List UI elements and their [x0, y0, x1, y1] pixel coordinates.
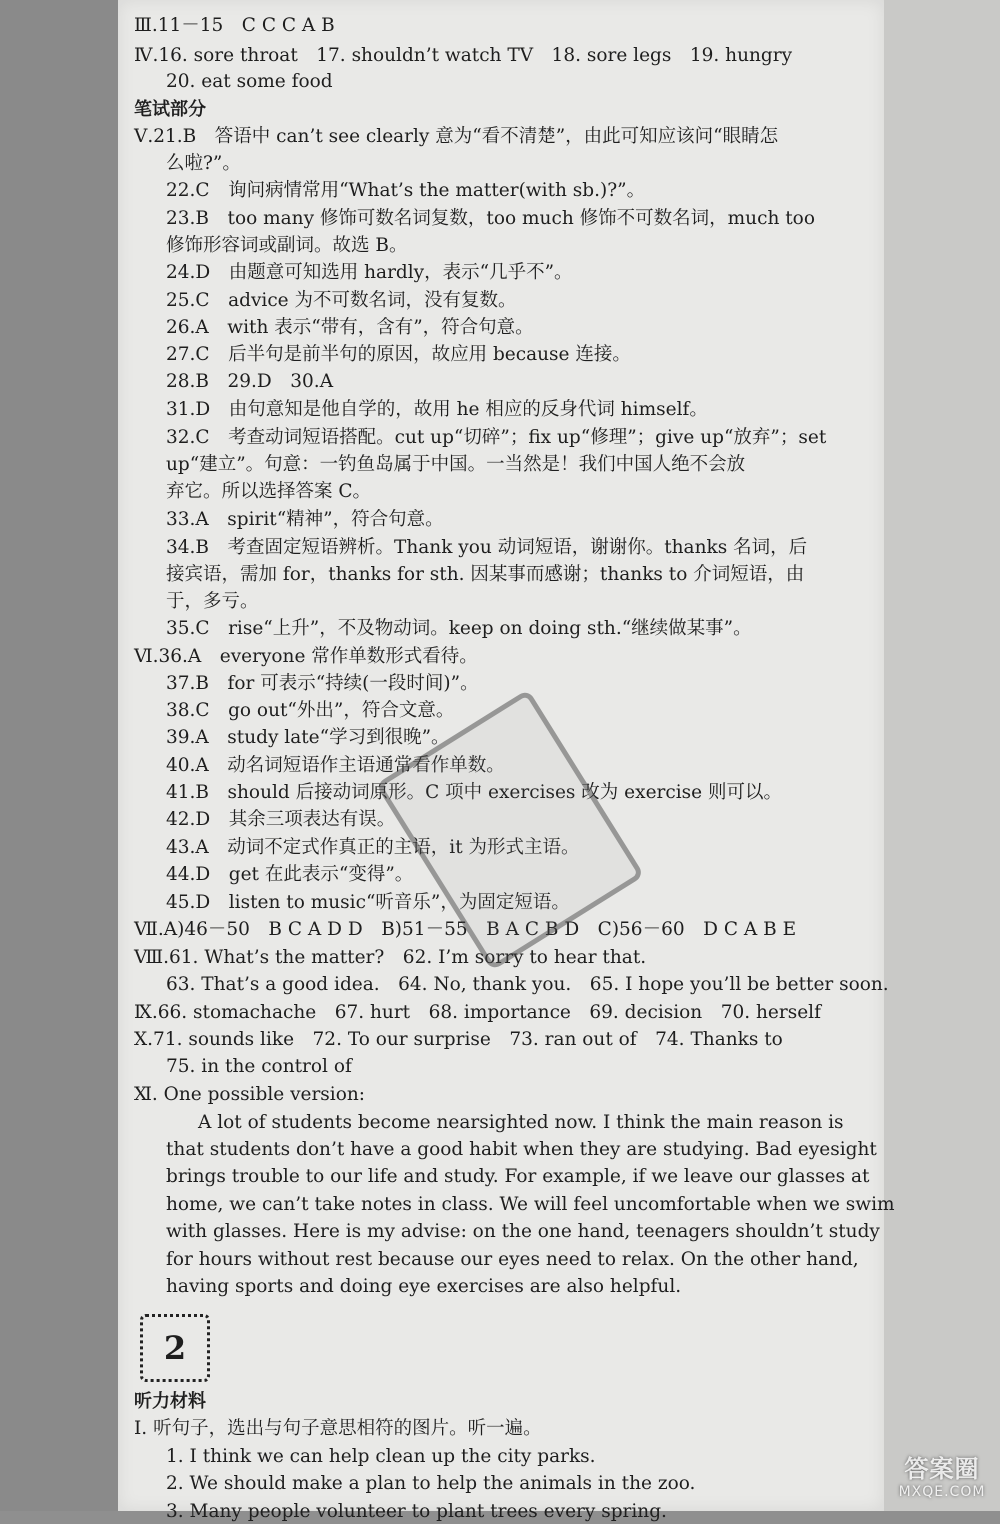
answer-line: 35.C rise“上升”，不及物动词。keep on doing sth.“继续做某事”。 — [166, 618, 752, 639]
essay-line: for hours without rest because our eyes need to relax. On the other hand, — [166, 1249, 859, 1270]
answer-line: 39.A study late“学习到很晚”。 — [166, 727, 450, 748]
answer-line: 27.C 后半句是前半句的原因，故应用 because 连接。 — [166, 344, 631, 365]
answer-line: 32.C 考查动词短语搭配。cut up“切碎”；fix up“修理”；give up“放弃”；set — [166, 427, 827, 448]
section-heading: 笔试部分 — [134, 99, 206, 120]
answer-line: Ⅳ.16. sore throat 17. shouldn’t watch TV 18. sore legs 19. hungry — [134, 45, 793, 66]
answer-line: 修饰形容词或副词。故选 B。 — [166, 235, 408, 256]
answer-line: 接宾语，需加 for，thanks for sth. 因某事而感谢；thanks to 介词短语，由 — [166, 564, 805, 585]
answer-line: Ⅲ.11－15 C C C A B — [134, 15, 335, 36]
answer-line: Ⅺ. One possible version: — [134, 1084, 366, 1105]
section-heading: 听力材料 — [134, 1391, 206, 1412]
essay-line: having sports and doing eye exercises are also helpful. — [166, 1276, 682, 1297]
answer-line: Ⅹ.71. sounds like 72. To our surprise 73. ran out of 74. Thanks to — [134, 1029, 783, 1050]
listening-line: 1. I think we can help clean up the city parks. — [166, 1446, 596, 1467]
answer-line: 28.B 29.D 30.A — [166, 371, 334, 392]
scan-right-margin — [884, 0, 1000, 1511]
listening-line: Ⅰ. 听句子，选出与句子意思相符的图片。听一遍。 — [134, 1418, 542, 1439]
answer-line: 43.A 动词不定式作真正的主语，it 为形式主语。 — [166, 837, 580, 858]
essay-line: brings trouble to our life and study. For example, if we leave our glasses at — [166, 1166, 870, 1187]
answer-line: 34.B 考查固定短语辨析。Thank you 动词短语，谢谢你。thanks 名词，后 — [166, 537, 808, 558]
unit-number-badge: 2 — [140, 1314, 210, 1382]
answer-line: up“建立”。句意：一钓鱼岛属于中国。一当然是！我们中国人绝不会放 — [166, 454, 746, 475]
answer-line: 25.C advice 为不可数名词，没有复数。 — [166, 290, 517, 311]
answer-line: 41.B should 后接动词原形。C 项中 exercises 改为 exercise 则可以。 — [166, 782, 782, 803]
answer-line: 38.C go out“外出”，符合文意。 — [166, 700, 455, 721]
answer-line: Ⅴ.21.B 答语中 can’t see clearly 意为“看不清楚”，由此可知应该问“眼睛怎 — [134, 126, 779, 147]
essay-line: with glasses. Here is my advise: on the one hand, teenagers shouldn’t study — [166, 1221, 880, 1242]
answer-line: Ⅵ.36.A everyone 常作单数形式看待。 — [134, 646, 478, 667]
answer-line: 么啦?”。 — [166, 153, 241, 174]
listening-line: 2. We should make a plan to help the animals in the zoo. — [166, 1473, 696, 1494]
essay-line: that students don’t have a good habit when they are studying. Bad eyesight — [166, 1139, 877, 1160]
answer-line: 31.D 由句意知是他自学的，故用 he 相应的反身代词 himself。 — [166, 399, 708, 420]
answer-line: 63. That’s a good idea. 64. No, thank you. 65. I hope you’ll be better soon. — [166, 974, 889, 995]
answer-line: Ⅶ.A)46－50 B C A D D B)51－55 B A C B D C)56－60 D C A B E — [134, 919, 797, 940]
answer-line: 24.D 由题意可知选用 hardly，表示“几乎不”。 — [166, 262, 573, 283]
answer-line: Ⅷ.61. What’s the matter? 62. I’m sorry to hear that. — [134, 947, 647, 968]
scan-left-margin — [0, 0, 118, 1511]
answer-line: Ⅸ.66. stomachache 67. hurt 68. importance 69. decision 70. herself — [134, 1002, 821, 1023]
answer-line: 40.A 动名词短语作主语通常看作单数。 — [166, 755, 505, 776]
essay-line: home, we can’t take notes in class. We will feel uncomfortable when we swim — [166, 1194, 895, 1215]
answer-line: 于，多亏。 — [166, 591, 259, 612]
answer-line: 弃它。所以选择答案 C。 — [166, 481, 372, 502]
answer-line: 44.D get 在此表示“变得”。 — [166, 864, 414, 885]
answer-line: 75. in the control of — [166, 1056, 352, 1077]
answer-line: 37.B for 可表示“持续(一段时间)”。 — [166, 673, 479, 694]
answer-line: 33.A spirit“精神”，符合句意。 — [166, 509, 444, 530]
answer-line: 23.B too many 修饰可数名词复数，too much 修饰不可数名词，much too — [166, 208, 815, 229]
watermark-logo-text: 答案圈 — [904, 1454, 980, 1483]
answer-line: 22.C 询问病情常用“What’s the matter(with sb.)?”。 — [166, 180, 646, 201]
answer-line: 26.A with 表示“带有，含有”，符合句意。 — [166, 317, 534, 338]
listening-line: 3. Many people volunteer to plant trees every spring. — [166, 1501, 667, 1522]
essay-line: A lot of students become nearsighted now. I think the main reason is — [198, 1112, 844, 1133]
watermark-url: MXQE.COM — [898, 1483, 986, 1500]
site-watermark — [888, 1440, 996, 1508]
answer-line: 20. eat some food — [166, 71, 333, 92]
answer-line: 45.D listen to music“听音乐”，为固定短语。 — [166, 892, 570, 913]
answer-line: 42.D 其余三项表达有误。 — [166, 809, 396, 830]
